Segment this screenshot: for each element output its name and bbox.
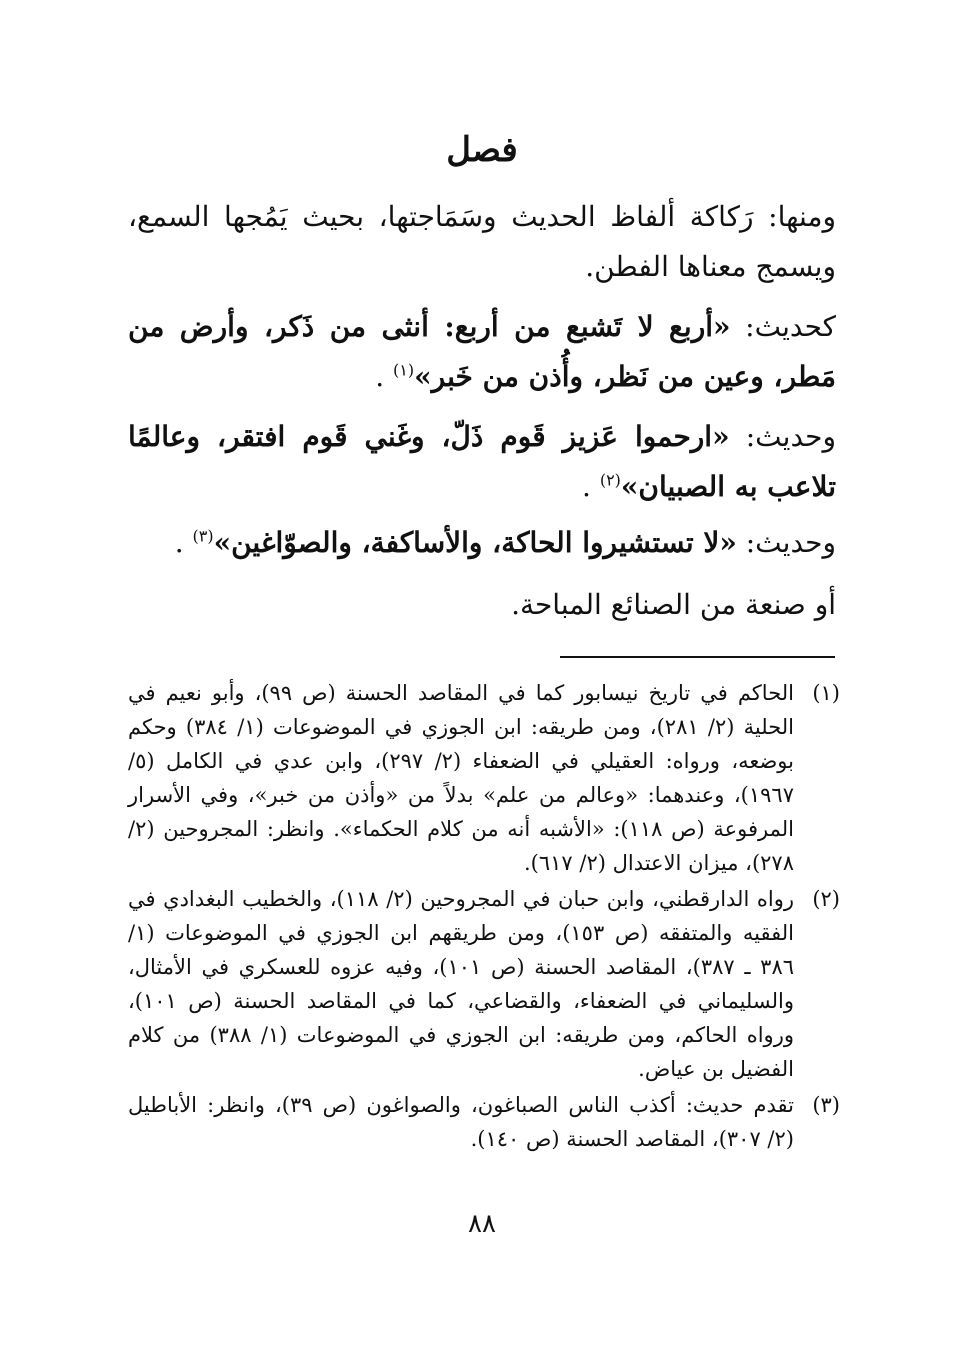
section-title: فصل	[446, 130, 518, 170]
paragraph-5: أو صنعة من الصنائع المباحة.	[511, 588, 836, 621]
paragraph-4-hadith	[128, 518, 836, 568]
paragraph-1: ومنها: رَكاكة ألفاظ الحديث وسَمَاجتها، بحيث يَمُجها السمع، ويسمج معناها الفطن.	[128, 200, 836, 283]
page-number: ٨٨	[468, 1209, 496, 1239]
paragraph-4-tail: .	[174, 526, 193, 559]
paragraph-2-hadith	[128, 302, 836, 402]
footnote-ref-2: (٢)	[599, 470, 621, 490]
paragraph-3-lead: وحديث:	[729, 420, 836, 453]
footnote-1	[128, 676, 840, 880]
paragraph-4-lead: وحديث:	[736, 526, 836, 559]
footnote-number: (٣)	[812, 1093, 840, 1117]
paragraph-3-quote: «ارحموا عَزيز قَوم ذَلّ، وغَني قَوم افتقر، وعالمًا تلاعب به الصبيان»	[128, 420, 836, 503]
footnote-text: الحاكم في تاريخ نيسابور كما في المقاصد الحسنة (ص ٩٩)، وأبو نعيم في الحلية (٢/ ٢٨١)، ومن طريقه: ابن الجوزي في الموضوعات (١/ ٣٨٤) وحكم بوضعه، ورواه: العقيلي في الضعفاء (٢/ ٢٩٧)، وابن عدي في الكامل (٥/ ١٩٦٧)، وعندهما: «وعالم من علم» بدلاً من «وأذن من خبر»، وفي الأسرار المرفوعة (ص ١١٨): «الأشبه أنه من كلام الحكماء». وانظر: المجروحين (٢/ ٢٧٨)، ميزان الاعتدال (٢/ ٦١٧).	[128, 681, 795, 875]
paragraph-2-lead: كحديث:	[730, 310, 836, 343]
footnote-separator	[560, 656, 835, 658]
paragraph-2-quote: «أربع لا تَشبع من أربع: أنثى من ذَكر، وأرض من مَطر، وعين من نَظر، وأُذن من خَبر»	[128, 310, 836, 393]
footnote-ref-3: (٣)	[192, 526, 214, 546]
paragraph-3-hadith	[128, 412, 836, 512]
paragraph-4-quote: «لا تستشيروا الحاكة، والأساكفة، والصوّاغين»	[213, 526, 737, 559]
footnote-ref-1: (١)	[393, 360, 415, 380]
footnote-text: رواه الدارقطني، وابن حبان في المجروحين (٢/ ١١٨)، والخطيب البغدادي في الفقيه والمتفقه (ص ١٥٣)، ومن طريقهم ابن الجوزي في الموضوعات (١/ ٣٨٦ ـ ٣٨٧)، المقاصد الحسنة (ص ١٠١)، وفيه عزوه للعسكري في الأمثال، والسليماني في الضعفاء، والقضاعي، كما في المقاصد الحسنة (ص ١٠١)، ورواه الحاكم، ومن طريقه: ابن الجوزي في الموضوعات (١/ ٣٨٨) من كلام الفضيل بن عياض.	[128, 887, 795, 1081]
paragraph-3-tail: .	[582, 470, 600, 503]
footnote-text: تقدم حديث: أكذب الناس الصباغون، والصواغون (ص ٣٩)، وانظر: الأباطيل (٢/ ٣٠٧)، المقاصد الحسنة (ص ١٤٠).	[128, 1093, 794, 1151]
footnote-2	[128, 882, 840, 1086]
footnote-3	[128, 1088, 840, 1156]
footnote-number: (١)	[812, 681, 840, 705]
footnotes	[128, 676, 840, 1158]
paragraph-2-tail: .	[375, 360, 394, 393]
footnote-number: (٢)	[812, 887, 840, 911]
